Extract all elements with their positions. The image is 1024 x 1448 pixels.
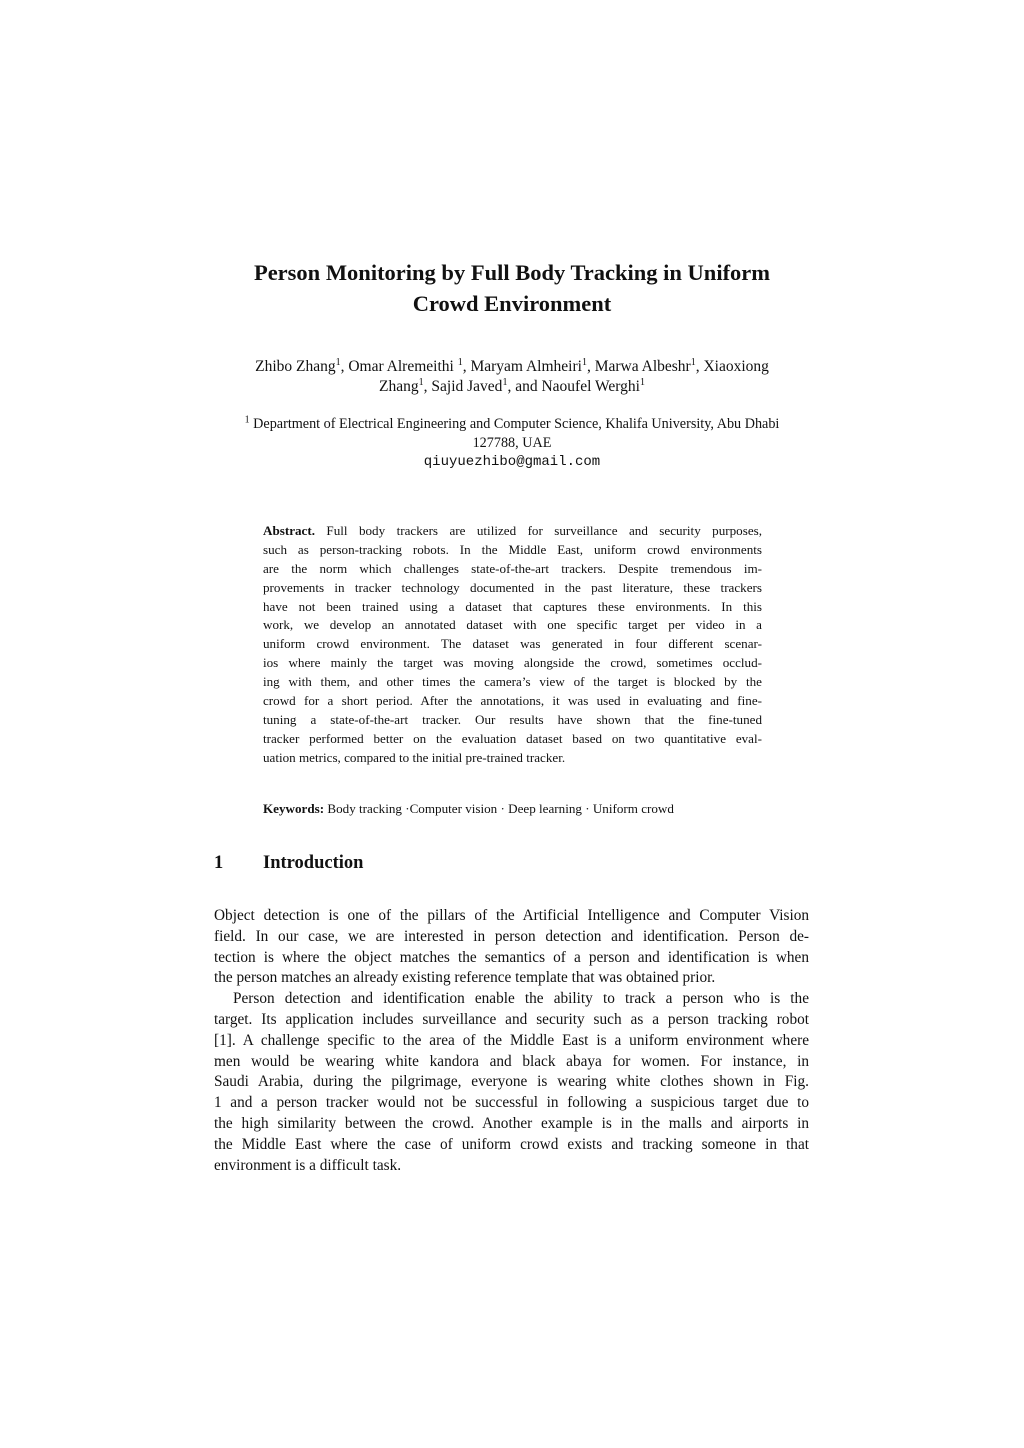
body-line: tection is where the object matches the semantics of a person and identification is when (214, 948, 809, 966)
affiliation-marker: 1 (244, 414, 250, 426)
author-list (190, 357, 834, 397)
author-separator: , and (507, 378, 542, 395)
author-line (190, 357, 834, 377)
abstract-label: Abstract. (263, 523, 315, 538)
author-name: Sajid Javed (431, 378, 503, 395)
body-line: 1 and a person tracker would not be successful in following a suspicious target due to (214, 1094, 809, 1112)
title-line: Person Monitoring by Full Body Tracking in Uniform (253, 260, 771, 285)
abstract-line: have not been trained using a dataset that captures these environments. In this (263, 598, 762, 614)
section-heading (214, 851, 814, 875)
affiliation-line: 127788, UAE (472, 435, 552, 451)
author-separator: , Xiaoxiong (695, 358, 769, 375)
author-name: Maryam Almheiri (470, 358, 582, 375)
affiliation-marker: 1 (418, 376, 424, 388)
abstract-line: ios where mainly the target was moving alongside the crowd, sometimes occlud- (263, 655, 762, 671)
author-name: Marwa Albeshr (594, 358, 691, 375)
paper-title (190, 257, 834, 319)
affiliation-marker: 1 (690, 356, 696, 368)
body-line: Saudi Arabia, during the pilgrimage, everyone is wearing white clothes shown in Fig. (214, 1073, 809, 1091)
section-title: Introduction (263, 853, 364, 873)
body-line: target. Its application includes surveillance and security such as a person tracking robot (214, 1010, 809, 1028)
affiliation-text: Department of Electrical Engineering and Computer Science, Khalifa University, Abu Dhabi (249, 416, 780, 432)
abstract-line: Abstract. Full body trackers are utilized for surveillance and security purposes, (263, 523, 762, 538)
keywords-label: Keywords: (263, 801, 325, 816)
abstract-line: tuning a state-of-the-art tracker. Our results have shown that the fine-tuned (263, 711, 762, 727)
abstract-line: uation metrics, compared to the initial pre-trained tracker. (263, 749, 566, 765)
keywords (263, 800, 783, 819)
affiliation-marker: 1 (457, 356, 463, 368)
abstract-line: uniform crowd environment. The dataset was generated in four different scenar- (263, 636, 762, 652)
abstract-line: such as person-tracking robots. In the Middle East, uniform crowd environments (263, 541, 762, 557)
affiliation-marker: 1 (502, 376, 508, 388)
section-number: 1 (214, 853, 224, 873)
abstract-line: are the norm which challenges state-of-the-art trackers. Despite tremendous im- (263, 560, 762, 576)
author-name: Omar Alremeithi (348, 358, 458, 375)
body-line: field. In our case, we are interested in person detection and identification. Person de- (214, 927, 809, 945)
body-line: Person detection and identification enable the ability to track a person who is the (233, 990, 809, 1008)
affiliation-line (200, 415, 824, 434)
abstract-line: work, we develop an annotated dataset with one specific target per video in a (263, 617, 762, 633)
author-name: Zhang (379, 378, 419, 395)
abstract-line: tracker performed better on the evaluation dataset based on two quantitative eval- (263, 730, 762, 746)
affiliation-marker: 1 (639, 376, 645, 388)
abstract (263, 522, 762, 768)
body-line: [1]. A challenge specific to the area of the Middle East is a uniform environment where (214, 1031, 809, 1049)
author-line (190, 377, 834, 397)
affiliation-marker: 1 (581, 356, 587, 368)
author-name: Zhibo Zhang (255, 358, 336, 375)
body-line: men would be wearing white kandora and black abaya for women. For instance, in (214, 1052, 809, 1070)
author-name: Naoufel Werghi (541, 378, 640, 395)
abstract-line: provements in tracker technology documented in the past literature, these trackers (263, 579, 762, 595)
author-separator: , (462, 358, 471, 375)
affiliation-block (200, 415, 824, 472)
abstract-line: ing with them, and other times the camera’s view of the target is blocked by the (263, 674, 762, 690)
author-separator: , (340, 358, 349, 375)
body-line: the person matches an already existing reference template that was obtained prior. (214, 969, 716, 987)
keywords-text: Body tracking ·Computer vision · Deep learning · Uniform crowd (324, 801, 674, 816)
body-line: Object detection is one of the pillars of the Artificial Intelligence and Computer Vision (214, 907, 809, 924)
affiliation-marker: 1 (335, 356, 341, 368)
body-line: the high similarity between the crowd. Another example is in the malls and airports in (214, 1114, 809, 1132)
author-separator: , (423, 378, 432, 395)
author-email: qiuyuezhibo@gmail.com (423, 454, 601, 470)
body-line: environment is a difficult task. (214, 1156, 402, 1174)
title-line: Crowd Environment (412, 291, 612, 316)
author-separator: , (586, 358, 595, 375)
abstract-line: crowd for a short period. After the annotations, it was used in evaluating and fine- (263, 693, 762, 709)
body-text (214, 906, 809, 1176)
body-line: the Middle East where the case of uniform crowd exists and tracking someone in that (214, 1135, 809, 1153)
